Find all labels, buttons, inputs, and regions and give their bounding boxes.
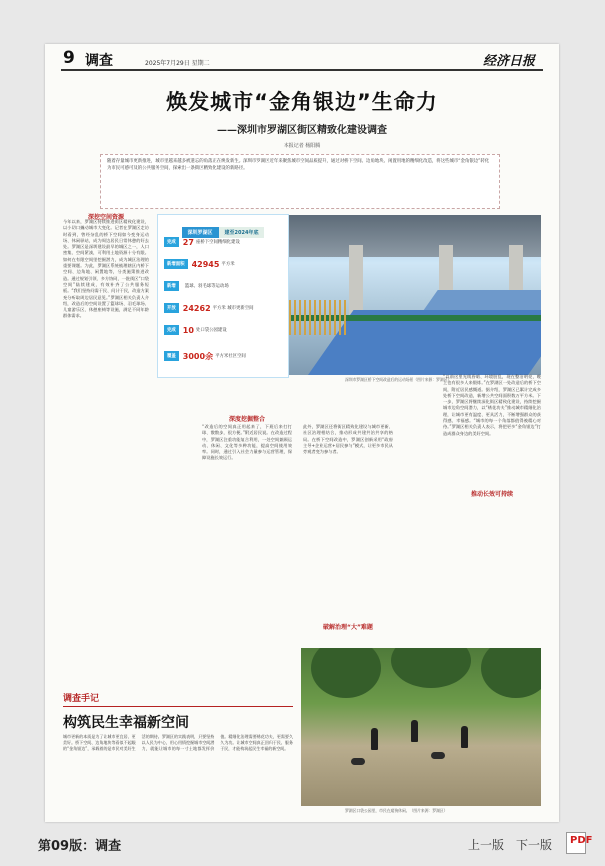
viewer-footer <box>0 826 605 866</box>
infobox-title: 深圳罗湖区 <box>182 227 219 238</box>
page-info: 第09版：调查 <box>38 839 122 854</box>
essay-tag: 调查手记 <box>63 694 100 704</box>
main-photo <box>289 215 541 375</box>
main-photo-caption: 深圳市罗湖区桥下空间改造后的运动场景（图片来源：罗湖区） <box>345 377 452 382</box>
infobox-subtitle: 建至2024年底 <box>219 227 265 238</box>
park-photo <box>301 648 541 806</box>
stat-row: 覆盖 3000余 平方米社区空间 <box>164 349 282 363</box>
article-subhead: ——深圳市罗湖区街区精致化建设调查 <box>217 125 387 136</box>
stat-row: 新增面积 42945 平方米 <box>164 257 282 271</box>
essay-title: 构筑民生幸福新空间 <box>63 715 189 731</box>
section-title-4: 推动长效可持续 <box>470 491 513 498</box>
page-number: 9 <box>63 48 75 68</box>
stat-row: 新增 篮球、羽毛球等运动场 <box>164 279 282 293</box>
newspaper-brand: 经济日报 <box>482 54 535 69</box>
article-column-1: 今年以来，罗湖区持续推进街区精致化建设，以小切口撬动城市大变化。记者在罗湖区走访时看到，曾经杂乱的桥下空间如今变身运动场、休闲驿站，成为周边居民日常休憩的好去处。罗湖区是深圳建设最早的城区之一，人口密集、空间紧凑，可利用土地资源十分有限。如何在有限空间里挖掘潜力，成为城区治理的重要课题。为此，罗湖区系统梳理辖区内桥下空间、边角地、闲置地等，分类施策推进改造。通过规划引领、多方协同，一批街区“口袋空间”陆续建成，有效补齐了公共服务短板。“我们坚持问需于民、问计于民，改造方案充分听取周边居民意见。”罗湖区相关负责人介绍，改造后的空间设置了篮球场、羽毛球场、儿童游乐区、休憩座椅等设施，满足不同年龄群体需求。 <box>63 219 149 319</box>
pdf-icon[interactable]: PDF <box>566 832 586 854</box>
stats-infobox <box>157 214 289 378</box>
section-name: 调查 <box>85 53 113 69</box>
header-rule <box>61 69 543 71</box>
page-header <box>45 44 559 72</box>
issue-date: 2025年7月29日 星期二 <box>145 60 210 67</box>
prev-page-link[interactable]: 上一版 <box>468 838 505 852</box>
article-lead: 随着存量城市更新推进，城市里越来越多被遗忘的角落正在焕发新生。深圳市罗湖区近年来聚焦城市空间品质提升，通过对桥下空间、边角地块、闲置用地的精细化改造，将这些城市“金角银边”转化为市民可感可及的公共服务空间，探索出一条街区精致化建设的新路径。 <box>100 154 500 209</box>
next-page-link[interactable]: 下一版 <box>516 838 553 852</box>
park-photo-caption: 罗湖区口袋公园里，市民在遛狗休闲。（图片来源：罗湖区） <box>345 808 448 813</box>
article-headline: 焕发城市“金角银边”生命力 <box>166 90 438 114</box>
stat-row: 完成 10 处口袋公园建设 <box>164 323 282 337</box>
article-column-3: 此外，罗湖区还将街区精致化建设与城市更新、社区治理相结合，推动形成共建共治共享的格局。在桥下空间改造中，罗湖区创新采用“政府主导+企业运营+居民参与”模式，让更多市民从旁观者变为参与者。 <box>303 424 393 455</box>
stat-row: 完成 27 座桥下空间精细化建设 <box>164 235 282 249</box>
section-title-2: 深度挖掘整合 <box>228 416 265 423</box>
section-title-1: 深挖空间资源 <box>87 214 124 221</box>
newspaper-page <box>45 44 559 822</box>
section-title-3: 破解治理“大”难题 <box>323 624 373 631</box>
article-column-2: “改造后的空间真正用起来了，下班后来打打球、散散步，很方便。”附近居民说。在改造过程中，罗湖区注重功能复合利用，一处空间兼顾运动、休闲、文化等多种功能，提高空间使用效率。同时，通过引入社会力量参与运营管理，保障设施长效运行。 <box>202 424 292 461</box>
essay-text: 城市更新的本质是为了让城市更宜居、更美好。桥下空间、边角地块等看似不起眼的“金角银边”，承载着的是市民对美好生活的期待。罗湖区的实践表明，只要坚持以人民为中心，用心用情挖掘城市空间潜力，就能让城市的每一寸土地都发挥价值。精细化治理需要绣花功夫，更需要久久为功。让城市空间真正回归于民、服务于民，才能构筑起民生幸福的新空间。 <box>63 734 293 751</box>
article-byline: 本报记者 杨阳腾 <box>283 143 321 149</box>
stat-row: 开放 24262 平方米 城市更新空间 <box>164 301 282 315</box>
article-column-4: “以前这里光线昏暗、环境脏乱，现在整洁明亮，晚上也有很多人来锻炼。”在罗湖区一处改造后的桥下空间，附近居民感慨道。据介绍，罗湖区已累计完成多处桥下空间改造，新增公共空间面积数万平方米。下一步，罗湖区将继续深化街区精致化建设，持续挖掘城市边角空间潜力，以“绣花功夫”推动城市精细化治理，让城市更有温度、更具活力，不断增强群众的获得感、幸福感。“城市的每一个角落都值得被精心对待。”罗湖区相关负责人表示，将把更多“金角银边”打造成群众身边的美好空间。 <box>443 374 541 436</box>
